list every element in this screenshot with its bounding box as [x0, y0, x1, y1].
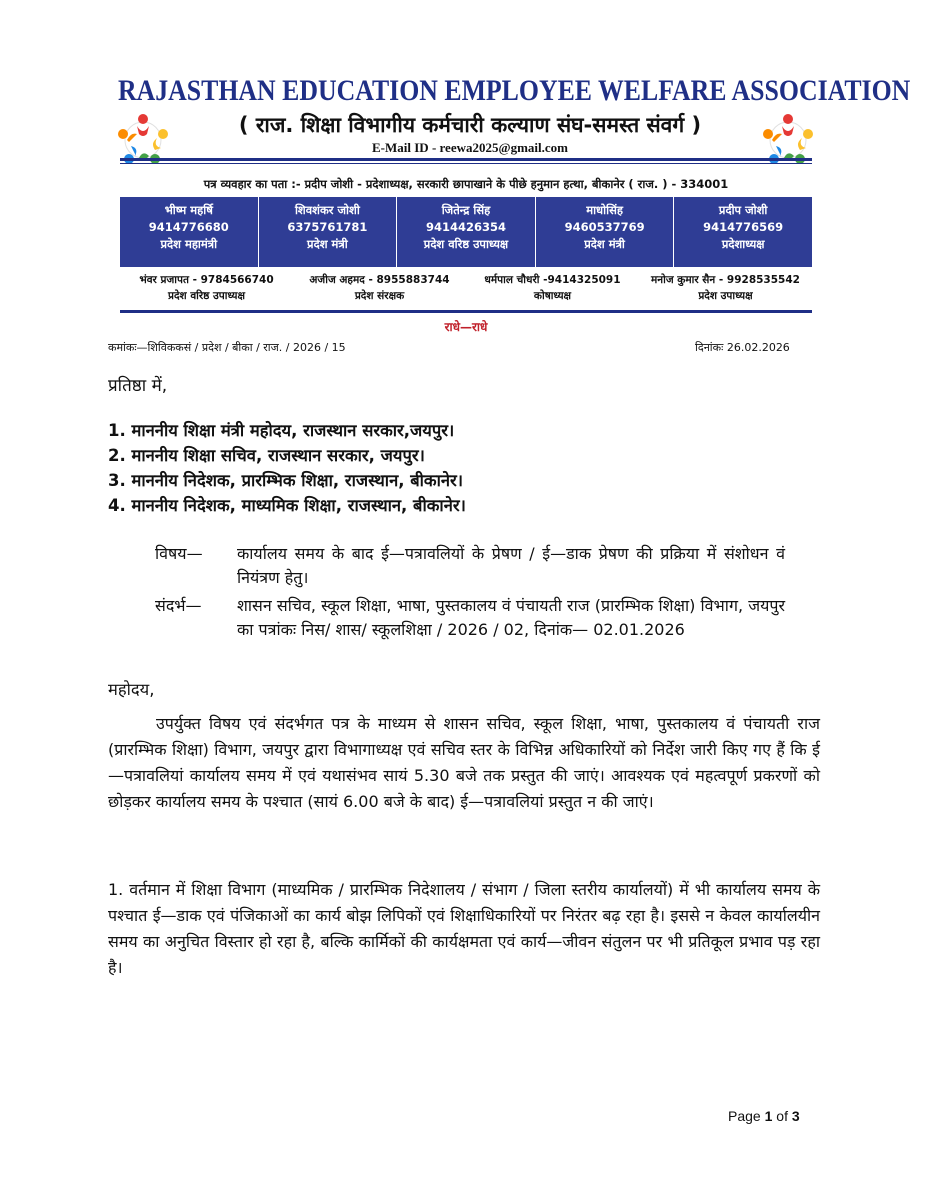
recipient-item: 3. माननीय निदेशक, प्रारम्भिक शिक्षा, राजस्थान, बीकानेर। [108, 471, 464, 490]
officer-phone: 9414776569 [703, 220, 784, 234]
salutation: महोदय, [108, 680, 155, 699]
of-word: of [776, 1108, 788, 1124]
officer-name: भीष्म महर्षि [164, 203, 213, 217]
date-label: दिनांकः [695, 341, 724, 354]
secondary-officer-post: प्रदेश उपाध्यक्ष [698, 290, 753, 302]
officer-name: शिवशंकर जोशी [294, 203, 360, 217]
secondary-officer-name-phone: भंवर प्रजापत - 9784566740 [139, 274, 274, 286]
letter-date [695, 340, 790, 355]
date-value: 26.02.2026 [726, 341, 790, 354]
secondary-officer-post: प्रदेश वरिष्ठ उपाध्यक्ष [167, 290, 246, 302]
org-email: E-Mail ID - reewa2025@gmail.com [372, 140, 568, 155]
officer-post: प्रदेश महामंत्री [160, 237, 218, 251]
secondary-officer [120, 270, 293, 306]
officer-card [259, 197, 398, 267]
secondary-officer-name-phone: मनोज कुमार सैन - 9928535542 [651, 274, 800, 286]
secondary-officer [293, 270, 466, 306]
recipient-item: 4. माननीय निदेशक, माध्यमिक शिक्षा, राजस्थान, बीकानेर। [108, 496, 466, 515]
org-name: RAJASTHAN EDUCATION EMPLOYEE WELFARE ASSOCIATION [118, 74, 911, 107]
reference-text: शासन सचिव, स्कूल शिक्षा, भाषा, पुस्तकालय वं पंचायती राज (प्रारम्भिक शिक्षा) विभाग, जयपुर का पत्रांकः निस/ शास/ स्कूलशिक्षा / 2026 / 02, दिनांक— 02.01.2026 [237, 596, 785, 639]
officer-card [397, 197, 536, 267]
reference-block [155, 594, 785, 670]
subject-block [155, 542, 785, 592]
secondary-officer-post: कोषाध्यक्ष [533, 290, 572, 302]
header-divider-top [120, 158, 812, 161]
reference-number: कमांकः—शिविककसं / प्रदेश / बीका / राज. / 2026 / 15 [108, 341, 346, 354]
officer-card [120, 197, 259, 267]
officer-post: प्रदेश मंत्री [584, 237, 625, 251]
officer-name: जितेन्द्र सिंह [441, 203, 491, 217]
secondary-officers [120, 270, 812, 306]
recipient-item: 2. माननीय शिक्षा सचिव, राजस्थान सरकार, जयपुर। [108, 446, 425, 465]
addressee-intro: प्रतिष्ठा में, [108, 376, 168, 396]
officer-phone: 9414776680 [148, 220, 229, 234]
secondary-officer [466, 270, 639, 306]
officer-name: माधोसिंह [586, 203, 623, 217]
page-number [728, 1108, 800, 1124]
officer-post: प्रदेशाध्यक्ष [721, 237, 765, 251]
officer-phone: 9460537769 [564, 220, 645, 234]
secondary-officer-name-phone: अजीज अहमद - 8955883744 [309, 274, 450, 286]
reference-label: संदर्भ— [155, 596, 202, 615]
header-divider-top-thin [120, 163, 812, 164]
secondary-officer-post: प्रदेश संरक्षक [354, 290, 405, 302]
officer-card [674, 197, 812, 267]
officer-phone: 9414426354 [425, 220, 506, 234]
officer-band [120, 197, 812, 267]
officer-post: प्रदेश वरिष्ठ उपाध्यक्ष [423, 237, 509, 251]
page-word: Page [728, 1108, 761, 1124]
address-line: पत्र व्यवहार का पता :- प्रदीप जोशी - प्रदेशाध्यक्ष, सरकारी छापाखाने के पीछे हनुमान हत्था, बीकानेर ( राज. ) - 334001 [203, 177, 729, 191]
greeting: राधे—राधे [444, 320, 488, 334]
subject-text: कार्यालय समय के बाद ई—पत्रावलियों के प्रेषण / ई—डाक प्रेषण की प्रक्रिया में संशोधन वं नियंत्रण हेतु। [237, 544, 785, 587]
secondary-officer [639, 270, 812, 306]
body-paragraph-1: उपर्युक्त विषय एवं संदर्भगत पत्र के माध्यम से शासन सचिव, स्कूल शिक्षा, भाषा, पुस्तकालय वं पंचायती राज (प्रारम्भिक शिक्षा) विभाग, जयपुर द्वारा विभागाध्यक्ष एवं सचिव स्तर के विभिन्न अधिकारियों को निर्देश जारी किए गए हैं कि ई—पत्रावलियां कार्यालय समय में एवं यथासंभव सायं 5.30 बजे तक प्रस्तुत की जाएं। आवश्यक एवं महत्वपूर्ण प्रकरणों को छोड़कर कार्यालय समय के पश्चात (सायं 6.00 बजे के बाद) ई—पत्रावलियां प्रस्तुत न की जाएं। [108, 714, 820, 811]
recipient-item: 1. माननीय शिक्षा मंत्री महोदय, राजस्थान सरकार,जयपुर। [108, 421, 455, 440]
total-pages: 3 [791, 1108, 800, 1124]
body-paragraph-2: 1. वर्तमान में शिक्षा विभाग (माध्यमिक / प्रारम्भिक निदेशालय / संभाग / जिला स्तरीय कार्यालयों) में भी कार्यालय समय के पश्चात ई—डाक एवं पंजिकाओं का कार्य बोझ लिपिकों एवं शिक्षाधिकारियों पर निरंतर बढ़ रहा है। इससे न केवल कार्यालयीन समय का अनुचित विस्तार हो रहा है, बल्कि कार्मिकों की कार्यक्षमता एवं कार्य—जीवन संतुलन पर भी प्रतिकूल प्रभाव पड़ रहा है। [108, 880, 820, 977]
header-divider-bottom [120, 310, 812, 313]
officer-name: प्रदीप जोशी [718, 203, 768, 217]
subject-label: विषय— [155, 544, 203, 563]
officer-card [536, 197, 675, 267]
officer-post: प्रदेश मंत्री [307, 237, 348, 251]
current-page: 1 [764, 1108, 773, 1124]
org-name-hindi: ( राज. शिक्षा विभागीय कर्मचारी कल्याण संघ-समस्त संवर्ग ) [238, 113, 702, 137]
recipient-list [108, 418, 828, 518]
officer-phone: 6375761781 [287, 220, 368, 234]
secondary-officer-name-phone: धर्मपाल चौधरी -9414325091 [484, 274, 621, 286]
